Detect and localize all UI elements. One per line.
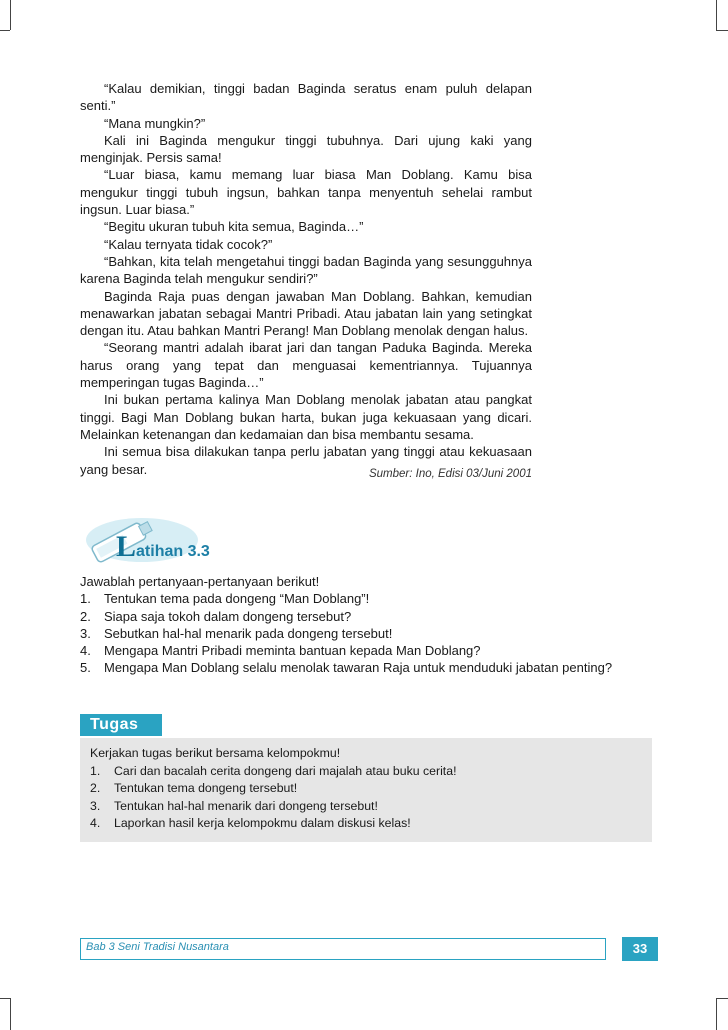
list-item — [90, 780, 650, 798]
item-number: 3. — [90, 798, 101, 813]
item-text: Tentukan hal-hal menarik dari dongeng tersebut! — [114, 798, 378, 813]
item-number: 1. — [90, 763, 101, 778]
item-text: Mengapa Man Doblang selalu menolak tawaran Raja untuk menduduki jabatan penting? — [104, 660, 613, 676]
footer-chapter: Bab 3 Seni Tradisi Nusantara — [86, 941, 229, 953]
item-number: 5. — [80, 660, 91, 676]
item-text: Laporkan hasil kerja kelompokmu dalam diskusi kelas! — [114, 816, 411, 830]
item-text: Tentukan tema dongeng tersebut! — [114, 781, 298, 795]
story-paragraph: Baginda Raja puas dengan jawaban Man Doblang. Bahkan, kemudian menawarkan jabatan sebagai Mantri Pribadi. Atau jabatan lain yang setingkat dengan itu. Atau bahkan Mantri Perang! Man Doblang menolak dengan halus. — [80, 288, 532, 339]
story-paragraph: “Luar biasa, kamu memang luar biasa Man Doblang. Kamu bisa mengukur tinggi tubuh ingsun, bahkan tanpa menyentuh sehelai rambut ingsun. Luar biasa.” — [80, 167, 532, 218]
item-text: Sebutkan hal-hal menarik pada dongeng tersebut! — [104, 625, 393, 641]
item-number: 1. — [80, 591, 91, 607]
list-item — [80, 625, 680, 642]
crop-mark-bottom-right — [716, 998, 717, 1030]
page-number: 33 — [622, 937, 658, 961]
story-paragraph: “Seorang mantri adalah ibarat jari dan tangan Paduka Baginda. Mereka harus orang yang tepat dan menguasai kementriannya. Tujuannya memperingan tugas Baginda…” — [80, 340, 532, 391]
latihan-questions — [80, 573, 680, 677]
crop-mark-bottom-left-h — [0, 998, 10, 999]
item-number: 3. — [80, 625, 91, 641]
item-text: Tentukan tema pada dongeng “Man Doblang”! — [104, 591, 370, 607]
latihan-title — [116, 530, 210, 564]
crop-mark-top-right — [716, 0, 717, 30]
story-source: Sumber: Ino, Edisi 03/Juni 2001 — [368, 468, 532, 480]
item-text: Mengapa Mantri Pribadi meminta bantuan kepada Man Doblang? — [104, 643, 481, 659]
item-number: 4. — [90, 816, 101, 830]
latihan-title-rest: atihan 3.3 — [136, 543, 210, 560]
crop-mark-bottom-right-h — [716, 998, 728, 999]
latihan-title-initial: L — [116, 530, 137, 563]
story-paragraph: Ini bukan pertama kalinya Man Doblang menolak jabatan atau pangkat tinggi. Bagi Man Doblang bukan harta, bukan juga kekuasaan yang dicari. Melainkan ketenangan dan kedamaian dan bisa membantu sesama. — [80, 392, 532, 442]
crop-mark-bottom-left — [10, 998, 11, 1030]
list-item — [80, 608, 680, 625]
item-number: 4. — [80, 643, 91, 659]
story-paragraph: “Kalau demikian, tinggi badan Baginda seratus enam puluh delapan senti.” — [80, 81, 532, 114]
story-paragraph: “Bahkan, kita telah mengetahui tinggi badan Baginda yang sesungguhnya karena Baginda telah mengukur sendiri?” — [80, 253, 532, 287]
crop-mark-top-left — [10, 0, 11, 30]
story-text — [80, 80, 532, 478]
list-item — [80, 642, 680, 659]
crop-mark-top-right-h — [716, 30, 728, 31]
item-text: Siapa saja tokoh dalam dongeng tersebut? — [104, 608, 352, 624]
tugas-intro: Kerjakan tugas berikut bersama kelompokmu! — [90, 746, 341, 760]
story-paragraph: Ini semua bisa dilakukan tanpa perlu jabatan yang tinggi atau kekuasaan yang besar. — [80, 444, 532, 477]
tugas-label: Tugas — [80, 714, 162, 736]
list-item — [90, 763, 650, 781]
story-paragraph: “Kalau ternyata tidak cocok?” — [104, 236, 273, 252]
latihan-intro: Jawablah pertanyaan-pertanyaan berikut! — [80, 574, 320, 589]
story-paragraph: “Begitu ukuran tubuh kita semua, Baginda…” — [104, 219, 364, 235]
item-text: Cari dan bacalah cerita dongeng dari majalah atau buku cerita! — [114, 763, 457, 778]
tugas-content — [90, 745, 650, 833]
crop-mark-top-left-h — [0, 30, 10, 31]
list-item — [90, 815, 650, 833]
item-number: 2. — [90, 781, 101, 795]
list-item — [80, 659, 680, 676]
list-item — [80, 590, 680, 607]
story-paragraph: Kali ini Baginda mengukur tinggi tubuhnya. Dari ujung kaki yang menginjak. Persis sama! — [80, 132, 532, 166]
item-number: 2. — [80, 608, 91, 624]
list-item — [90, 798, 650, 816]
story-paragraph: “Mana mungkin?” — [104, 115, 206, 131]
